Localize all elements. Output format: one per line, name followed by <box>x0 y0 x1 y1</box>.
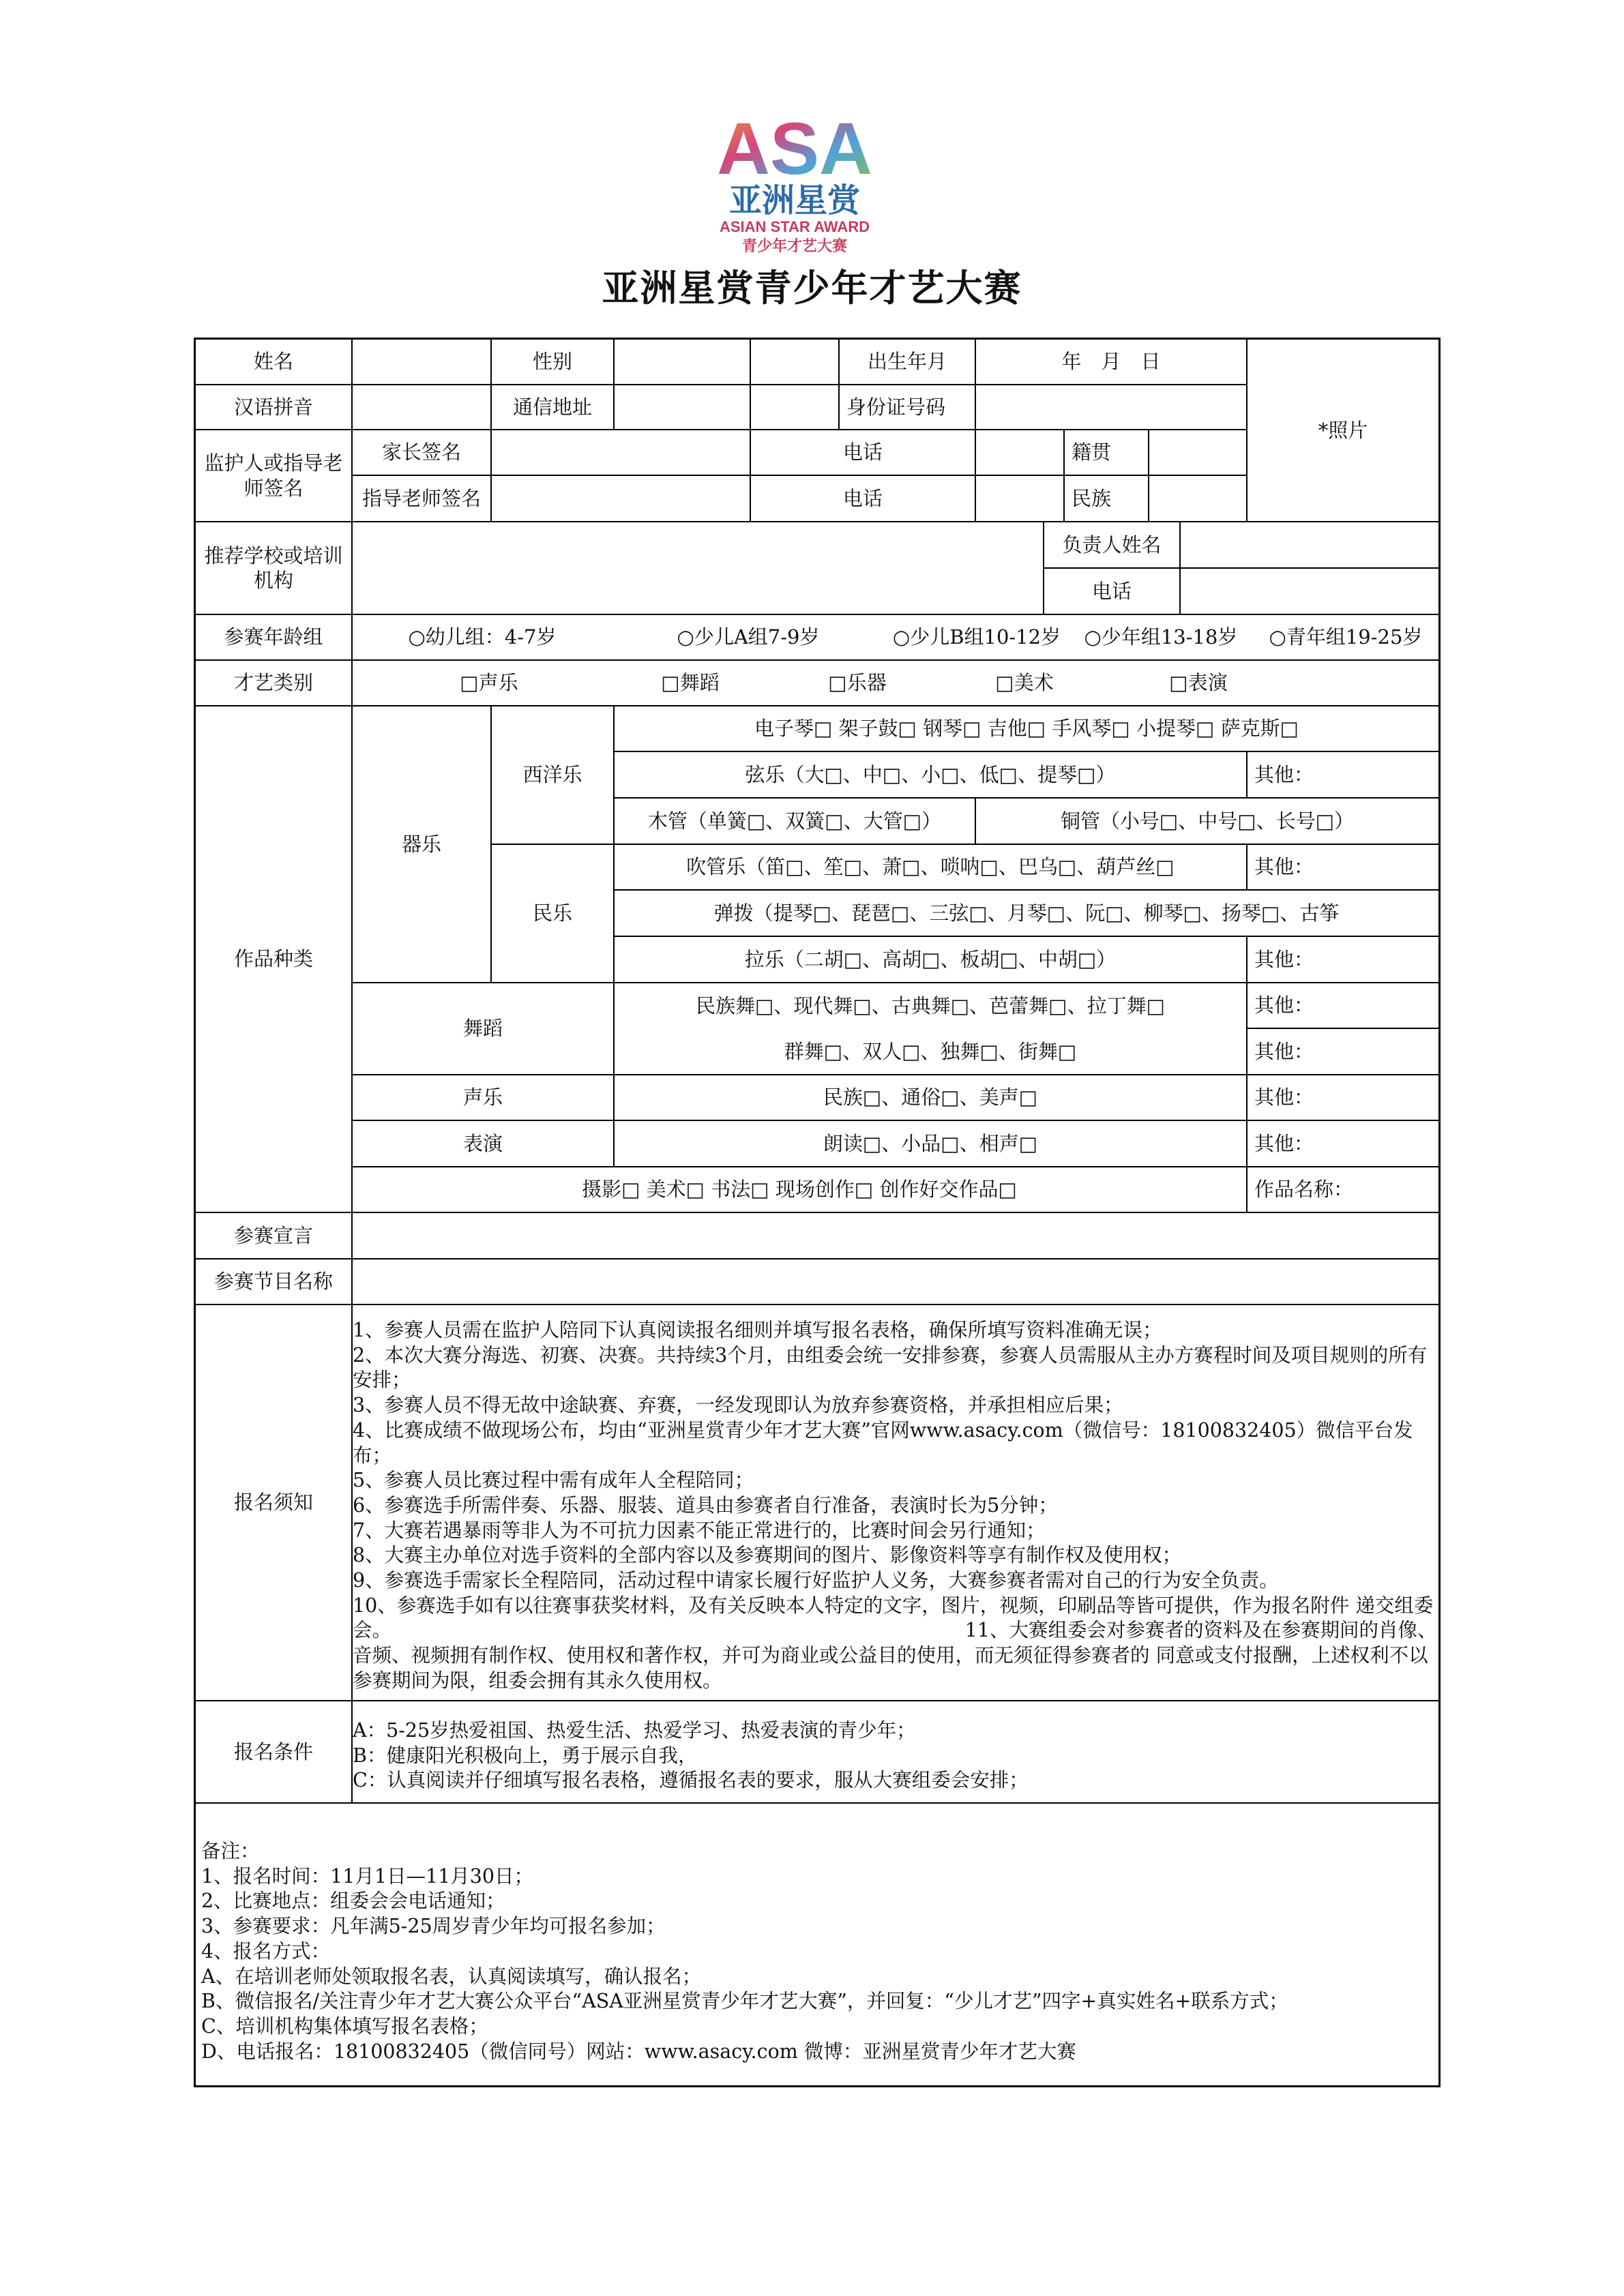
teacher-phone-label: 电话 <box>751 476 976 522</box>
notice-label: 报名须知 <box>196 1305 353 1701</box>
parent-phone-label: 电话 <box>751 430 976 476</box>
logo-cn-text: 亚洲星赏 <box>728 181 861 220</box>
condition-item: A：5-25岁热爱祖国、热爱生活、热爱学习、热爱表演的青少年； <box>353 1719 916 1742</box>
gender-field[interactable] <box>615 340 751 385</box>
principal-label: 负责人姓名 <box>1044 522 1181 569</box>
declaration-label: 参赛宣言 <box>196 1213 353 1259</box>
work-name-field[interactable]: 作品名称： <box>1247 1167 1438 1213</box>
ethnic-label: 民族 <box>1065 476 1149 522</box>
gender-field-2[interactable] <box>751 340 840 385</box>
conditions-label: 报名条件 <box>196 1701 353 1804</box>
remarks-text <box>201 1839 1436 2064</box>
school-phone-field[interactable] <box>1181 569 1438 615</box>
address-label: 通信地址 <box>492 385 615 430</box>
notice-item: 4、比赛成绩不做现场公布，均由“亚洲星赏青少年才艺大赛”官网www.asacy.com（微信号：18100832405）微信平台发布； <box>353 1418 1413 1467</box>
native-label: 籍贯 <box>1065 430 1149 476</box>
age-group-label: 参赛年龄组 <box>196 615 353 661</box>
age-option-2[interactable]: ○少儿A组7-9岁 <box>612 615 885 661</box>
instrument-label: 器乐 <box>353 706 492 983</box>
parent-sign-label: 家长签名 <box>353 430 492 476</box>
other-field-5[interactable]: 其他： <box>1247 1029 1438 1075</box>
teacher-phone-field[interactable] <box>976 476 1065 522</box>
name-label: 姓名 <box>196 340 353 385</box>
notice-item: 2、本次大赛分海选、初赛、决赛。共持续3个月，由组委会统一安排参赛，参赛人员需服从主办方赛程时间及项目规则的所有安排； <box>353 1343 1428 1392</box>
dance-label: 舞蹈 <box>353 983 615 1075</box>
notice-item: 9、参赛选手需家长全程陪同，活动过程中请家长履行好监护人义务，大赛参赛者需对自己的行为安全负责。 <box>353 1569 1279 1592</box>
age-option-5[interactable]: ○青年组19-25岁 <box>1253 615 1438 661</box>
remark-item: 3、参赛要求：凡年满5-25周岁青少年均可报名参加； <box>201 1915 666 1938</box>
condition-item: C：认真阅读并仔细填写报名表格，遵循报名表的要求，服从大赛组委会安排； <box>353 1769 1029 1792</box>
category-perform[interactable]: □表演 <box>1089 661 1308 706</box>
folk-row-1[interactable]: 吹管乐（笛□、笙□、萧□、唢呐□、巴乌□、葫芦丝□ <box>615 845 1247 891</box>
school-phone-label: 电话 <box>1044 569 1181 615</box>
condition-item: B：健康阳光积极向上，勇于展示自我， <box>353 1744 698 1767</box>
notice-item: 6、参赛选手所需伴奏、乐器、服装、道具由参赛者自行准备，表演时长为5分钟； <box>353 1493 1058 1517</box>
dance-row-2[interactable]: 群舞□、双人□、独舞□、街舞□ <box>615 1029 1247 1075</box>
dance-row-1[interactable]: 民族舞□、现代舞□、古典舞□、芭蕾舞□、拉丁舞□ <box>615 983 1247 1029</box>
native-field[interactable] <box>1149 430 1247 476</box>
notice-item: 7、大赛若遇暴雨等非人为不可抗力因素不能正常进行的，比赛时间会另行通知； <box>353 1519 1046 1542</box>
guardian-label: 监护人或指导老师签名 <box>196 430 353 522</box>
vocal-label: 声乐 <box>353 1075 615 1121</box>
address-field[interactable] <box>615 385 751 430</box>
western-label: 西洋乐 <box>492 706 615 845</box>
other-field-4[interactable]: 其他： <box>1247 983 1438 1029</box>
category-vocal[interactable]: □声乐 <box>353 661 625 706</box>
name-field[interactable] <box>353 340 492 385</box>
id-field[interactable] <box>976 385 1247 430</box>
pinyin-label: 汉语拼音 <box>196 385 353 430</box>
address-field-2[interactable] <box>751 385 840 430</box>
page-title: 亚洲星赏青少年才艺大赛 <box>602 267 1022 310</box>
other-field-1[interactable]: 其他： <box>1247 752 1438 799</box>
notice-item: 1、参赛人员需在监护人陪同下认真阅读报名细则并填写报名表格，确保所填写资料准确无误； <box>353 1319 1162 1341</box>
program-label: 参赛节目名称 <box>196 1259 353 1305</box>
notice-item: 8、大赛主办单位对选手资料的全部内容以及参赛期间的图片、影像资料等享有制作权及使用权； <box>353 1544 1182 1567</box>
other-field-7[interactable]: 其他： <box>1247 1121 1438 1167</box>
western-row-3b[interactable]: 铜管（小号□、中号□、长号□） <box>976 799 1438 845</box>
birth-field[interactable]: 年 月 日 <box>976 340 1247 385</box>
remark-item: A、在培训老师处领取报名表，认真阅读填写，确认报名； <box>201 1965 702 1988</box>
other-field-6[interactable]: 其他： <box>1247 1075 1438 1121</box>
notice-item: 5、参赛人员比赛过程中需有成年人全程陪同； <box>353 1469 754 1492</box>
notice-item: 3、参赛人员不得无故中途缺赛、弃赛，一经发现即认为放弃参赛资格，并承担相应后果； <box>353 1394 1123 1417</box>
perform-row[interactable]: 朗读□、小品□、相声□ <box>615 1121 1247 1167</box>
western-row-3a[interactable]: 木管（单簧□、双簧□、大管□） <box>615 799 976 845</box>
photo-box[interactable]: *照片 <box>1247 340 1438 522</box>
vocal-row[interactable]: 民族□、通俗□、美声□ <box>615 1075 1247 1121</box>
works-label: 作品种类 <box>196 706 353 1213</box>
folk-label: 民乐 <box>492 845 615 983</box>
western-row-2[interactable]: 弦乐（大□、中□、小□、低□、提琴□） <box>615 752 1247 799</box>
remark-item: B、微信报名/关注青少年才艺大赛公众平台“ASA亚洲星赏青少年才艺大赛”，并回复：“少儿才艺”四字+真实姓名+联系方式； <box>201 1990 1288 2013</box>
age-option-3[interactable]: ○少儿B组10-12岁 <box>885 615 1069 661</box>
remark-item: D、电话报名：18100832405（微信同号）网站：www.asacy.com 微博：亚洲星赏青少年才艺大赛 <box>201 2040 1076 2063</box>
category-spacer <box>1308 661 1438 706</box>
perform-label: 表演 <box>353 1121 615 1167</box>
parent-sign-field[interactable] <box>492 430 751 476</box>
logo-sub-text: 青少年才艺大赛 <box>741 238 848 255</box>
age-option-4[interactable]: ○少年组13-18岁 <box>1069 615 1253 661</box>
gender-label: 性别 <box>492 340 615 385</box>
declaration-field[interactable] <box>353 1213 1438 1259</box>
logo-asa-text: ASA <box>716 109 873 190</box>
notice-item: 10、参赛选手如有以往赛事获奖材料，及有关反映本人特定的文字，图片，视频，印刷品等皆可提供，作为报名附件 递交组委会。 11、大赛组委会对参赛者的资料及在参赛期间的肖像、音频、视频拥有制作权、使用权和著作权，并可为商业或公益目的使用，而无须征得参赛者的 同意或支付报酬，上述权利不以参赛期间为限，组委会拥有其永久使用权。 <box>353 1594 1437 1692</box>
principal-field[interactable] <box>1181 522 1438 569</box>
age-option-1[interactable]: ○幼儿组：4-7岁 <box>353 615 612 661</box>
remark-item: C、培训机构集体填写报名表格； <box>201 2014 488 2038</box>
folk-row-2[interactable]: 弹拨（提琴□、琵琶□、三弦□、月琴□、阮□、柳琴□、扬琴□、古筝 <box>615 891 1438 937</box>
remark-item: 1、报名时间：11月1日—11月30日； <box>201 1864 534 1888</box>
registration-form <box>194 338 1441 2087</box>
conditions-text <box>353 1718 1437 1793</box>
remark-item: 2、比赛地点：组委会会电话通知； <box>201 1890 505 1913</box>
program-field[interactable] <box>353 1259 1438 1305</box>
category-dance[interactable]: □舞蹈 <box>625 661 755 706</box>
asa-logo <box>709 109 880 259</box>
parent-phone-field[interactable] <box>976 430 1065 476</box>
birth-label: 出生年月 <box>840 340 976 385</box>
id-label: 身份证号码 <box>840 385 976 430</box>
category-label: 才艺类别 <box>196 661 353 706</box>
category-art[interactable]: □美术 <box>960 661 1089 706</box>
remark-item: 备注： <box>201 1840 260 1862</box>
notice-text <box>353 1318 1437 1694</box>
school-label: 推荐学校或培训机构 <box>196 522 353 615</box>
category-instrument[interactable]: □乐器 <box>755 661 960 706</box>
remark-item: 4、报名方式： <box>201 1939 331 1963</box>
other-field-3[interactable]: 其他： <box>1247 937 1438 983</box>
teacher-sign-label: 指导老师签名 <box>353 476 492 522</box>
art-row[interactable]: 摄影□ 美术□ 书法□ 现场创作□ 创作好交作品□ <box>353 1167 1247 1213</box>
western-row-1[interactable]: 电子琴□ 架子鼓□ 钢琴□ 吉他□ 手风琴□ 小提琴□ 萨克斯□ <box>615 706 1438 752</box>
logo-en-text: ASIAN STAR AWARD <box>720 218 870 235</box>
ethnic-field[interactable] <box>1149 476 1247 522</box>
school-field[interactable] <box>353 522 1044 615</box>
other-field-2[interactable]: 其他： <box>1247 845 1438 891</box>
folk-row-3[interactable]: 拉乐（二胡□、高胡□、板胡□、中胡□） <box>615 937 1247 983</box>
pinyin-field[interactable] <box>353 385 492 430</box>
teacher-sign-field[interactable] <box>492 476 751 522</box>
